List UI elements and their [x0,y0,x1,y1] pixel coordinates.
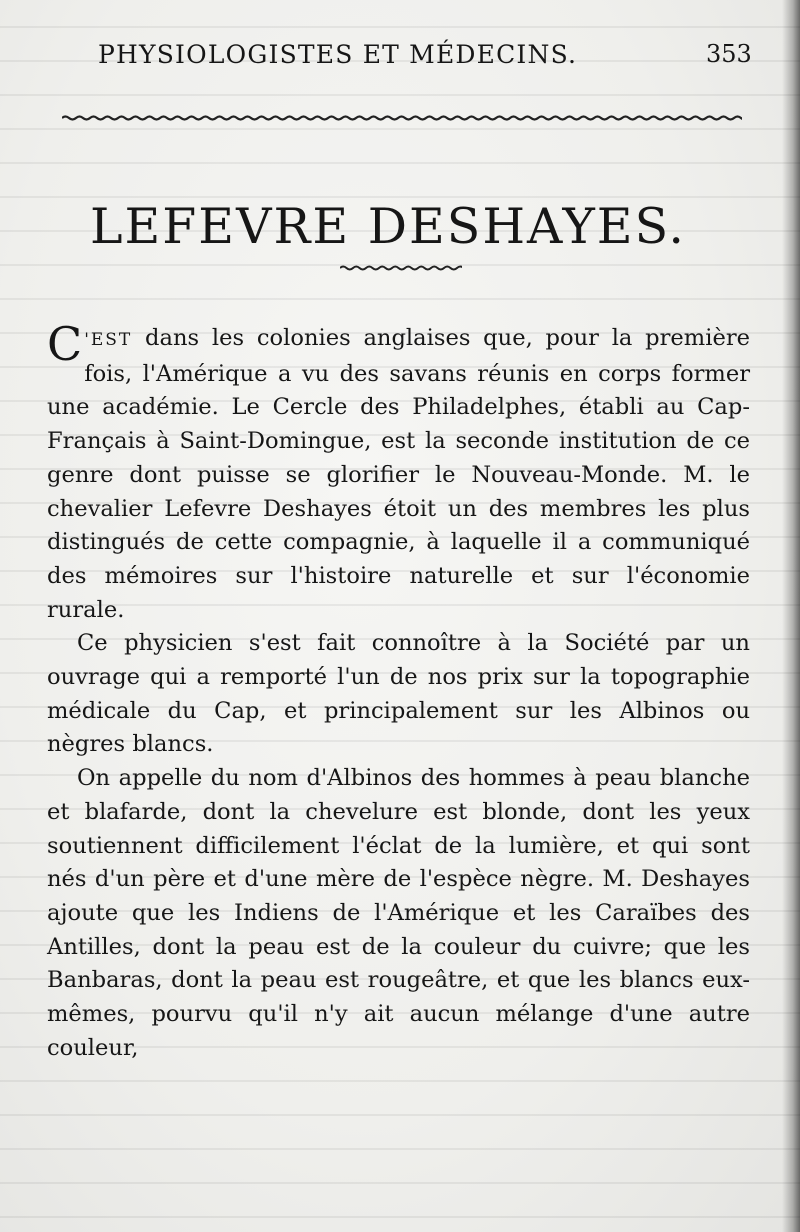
running-title: PHYSIOLOGISTES ET MÉDECINS. [98,40,578,69]
paragraph-1 [47,317,750,627]
drop-cap: C [47,317,83,371]
paragraph-3: On appelle du nom d'Albinos des hommes à peau blanche et blafarde, dont la chevelure est blonde, dont les yeux soutiennent difficilement l'éclat de la lumière, et qui sont nés d'un père et d'une mère de l'espèce nègre. M. Deshayes ajoute que les Indiens de l'Amérique et les Caraïbes des Antilles, dont la peau est de la couleur du cuivre; que les Banbaras, dont la peau est rougeâtre, et que les blancs eux-mêmes, pourvu qu'il n'y ait aucun mélange d'une autre couleur, [47,765,750,1061]
wavy-rule-small [340,262,462,274]
article-title: LEFEVRE DESHAYES. [90,197,686,255]
paragraph-2: Ce physicien s'est fait connoître à la Société par un ouvrage qui a remporté l'un de nos prix sur la topographie médicale du Cap, et principalement sur les Albinos ou nègres blancs. [47,630,750,758]
running-head [0,40,800,80]
page-gutter-shadow [782,0,800,1232]
wavy-rule-top [62,112,742,124]
article-body [47,317,750,1065]
paragraph-1-text: dans les colonies anglaises que, pour la première fois, l'Amérique a vu des savans réunis en corps former une académie. Le Cercle des Philadelphes, établi au Cap-Français à Saint-Domingue, est la seconde institution de ce genre dont puisse se glorifier le Nouveau-Monde. M. le chevalier Lefevre Deshayes étoit un des membres les plus distingués de cette compagnie, à laquelle il a communiqué des mémoires sur l'histoire naturelle et sur l'économie rurale. [47,325,750,623]
page-number: 353 [706,40,752,68]
first-word: 'EST [84,330,133,350]
